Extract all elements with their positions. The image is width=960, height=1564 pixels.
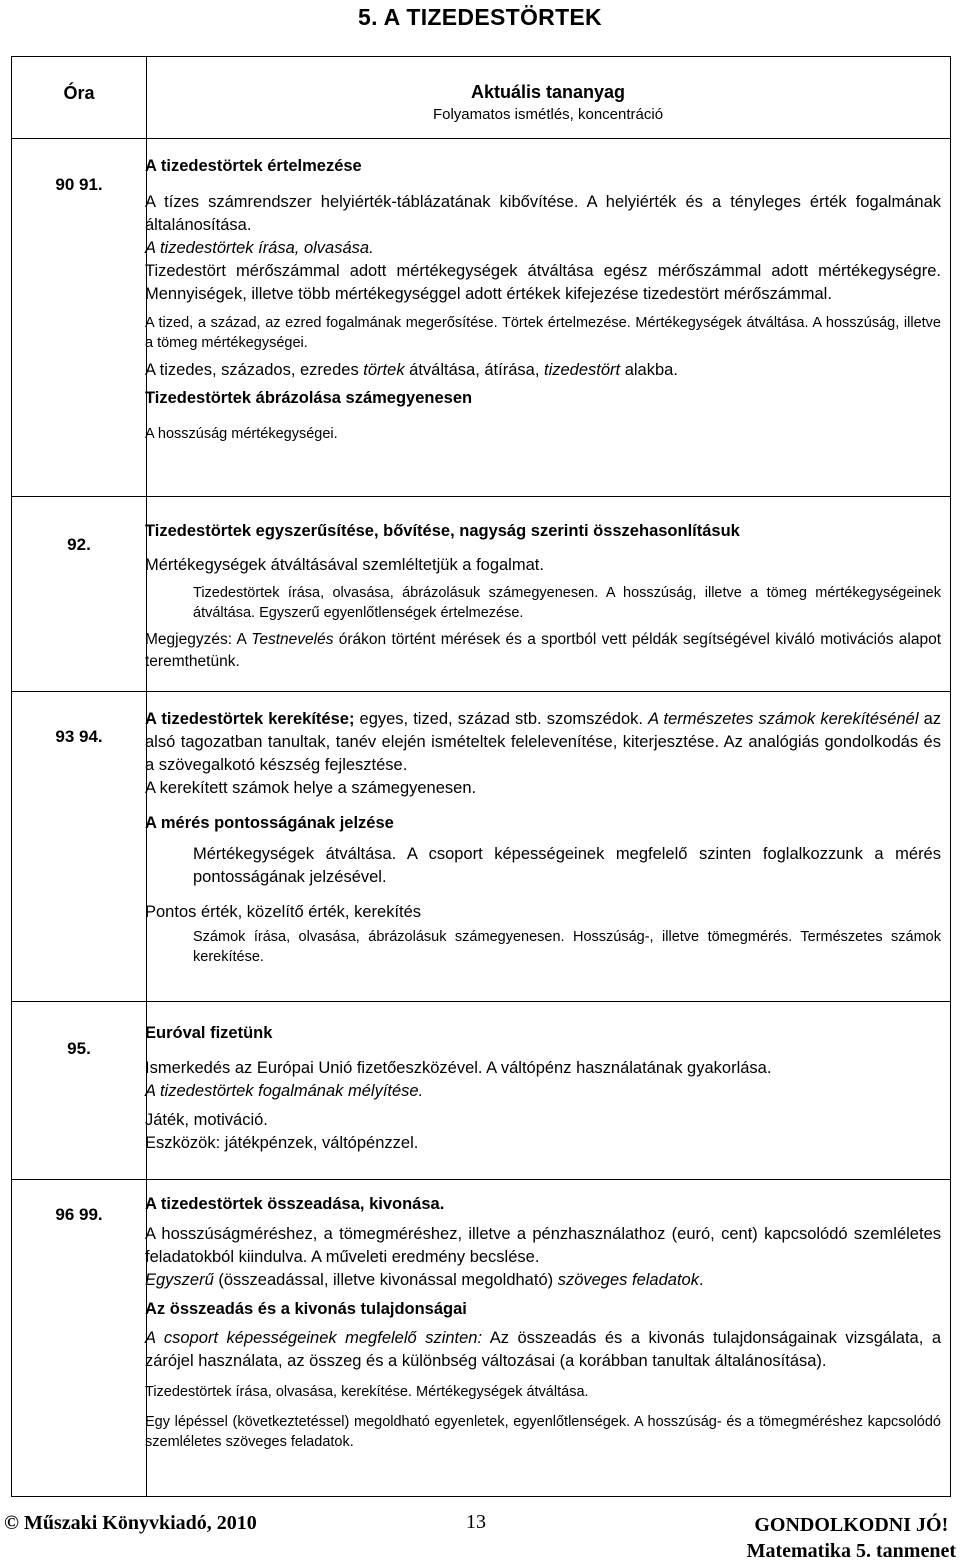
series-title: GONDOLKODNI JÓ! (754, 1514, 949, 1536)
text-span: tizedestört (543, 361, 621, 379)
page-number: 13 (466, 1511, 486, 1533)
note-paragraph: Számok írása, olvasása, ábrázolásuk számegyenesen. Hosszúság-, illetve tömegmérés. Természetes számok kerekítése. (193, 929, 941, 965)
hour-cell: 95. (67, 1039, 91, 1058)
note-paragraph: Egy lépéssel (következtetéssel) megoldható egyenletek, egyenlőtlenségek. A hosszúság- és a tömegméréshez kapcsolódó szemléletes szöveges feladatok. (145, 1414, 941, 1450)
section-heading: A tizedestörtek értelmezése (145, 157, 362, 175)
hour-cell: 96 99. (55, 1205, 103, 1224)
paragraph: Tizedestört mérőszámmal adott mértékegységek átváltása egész mérőszámmal adott mértékegységre. Mennyiségek, illetve több mértékegységgel adott értékek kifejezése tizedestört mérőszámmal. (145, 262, 941, 303)
paragraph (145, 1327, 941, 1373)
paragraph (145, 708, 941, 777)
paragraph: A hosszúságméréshez, a tömegméréshez, illetve a pénzhasználathoz (euró, cent) kapcsolódó szemléletes feladatokból kiindulva. A műveleti eredmény becslése. (145, 1225, 941, 1266)
text-span: A természetes számok kerekítésénél (648, 710, 919, 728)
text-span: az alsó tagozatban tanultak, tanév elején ismételtek felelevenítése, kiterjesztése. Az analógiás gondolkodás és a szövegalkotó készség fejlesztése. (145, 710, 942, 774)
header-topic-subtitle: Folyamatos ismétlés, koncentráció (432, 106, 664, 123)
row-divider (12, 496, 950, 497)
paragraph: Játék, motiváció. (145, 1111, 268, 1129)
section-heading: A tizedestörtek összeadása, kivonása. (145, 1195, 445, 1213)
text-span: Az összeadás és a kivonás tulajdonságainak vizsgálata, a zárójel használata, az összeg és a különbség változásai (a korábban tanultak általánosítása). (145, 1329, 941, 1370)
header-divider (12, 138, 950, 139)
topic-cell (145, 1022, 941, 1155)
text-span: alakba. (620, 361, 678, 379)
section-heading: Tizedestörtek egyszerűsítése, bővítése, nagyság szerinti összehasonlításuk (145, 522, 740, 540)
topic-cell (145, 155, 941, 444)
text-span: Egyszerű (145, 1271, 214, 1289)
topic-cell (145, 1193, 941, 1452)
series-footer (747, 1512, 956, 1564)
topic-cell (145, 520, 941, 673)
series-subtitle: Matematika 5. tanmenet (746, 1540, 956, 1562)
topic-cell (145, 708, 941, 967)
paragraph: A tizedestörtek írása, olvasása. (145, 239, 374, 257)
paragraph: A kerekített számok helye a számegyenesen. (145, 779, 477, 797)
header-hour: Óra (63, 83, 95, 103)
text-span: (összeadással, illetve kivonással megoldható) (213, 1271, 558, 1289)
header-topic: Aktuális tananyag (470, 82, 626, 102)
text-span: Testnevelés (251, 631, 334, 648)
row-divider (12, 1001, 950, 1002)
note-paragraph: Tizedestörtek írása, olvasása, kerekítése. Mértékegységek átváltása. (145, 1384, 589, 1400)
section-heading: Tizedestörtek ábrázolása számegyenesen (145, 389, 473, 407)
text-span: Megjegyzés: A (145, 631, 252, 648)
text-span: A tizedes, százados, ezredes (145, 361, 364, 379)
paragraph: Mértékegységek átváltásával szemléltetjük a fogalmat. (145, 556, 544, 574)
section-heading: Euróval fizetünk (145, 1024, 273, 1042)
note-paragraph: A hosszúság mértékegységei. (145, 426, 338, 442)
text-span: A csoport képességeinek megfelelő szinten: (145, 1329, 483, 1347)
text-span: A tizedestörtek kerekítése; (145, 710, 355, 728)
paragraph: Eszközök: játékpénzek, váltópénzzel. (145, 1134, 419, 1152)
section-heading: A mérés pontosságának jelzése (145, 814, 394, 832)
hour-cell: 92. (67, 535, 91, 554)
text-span: órákon történt mérések és a sportból vett példák segítségével kiváló motivációs alapot teremthetünk. (145, 631, 941, 670)
text-span: egyes, tized, század stb. szomszédok. (354, 710, 649, 728)
page-title: 5. A TIZEDESTÖRTEK (358, 4, 602, 30)
note-paragraph: A tized, a század, az ezred fogalmának megerősítése. Törtek értelmezése. Mértékegységek átváltása. A hosszúság, illetve a tömeg mértékegységei. (145, 315, 941, 351)
hour-cell: 90 91. (55, 175, 103, 194)
paragraph: A tizedestörtek fogalmának mélyítése. (145, 1082, 424, 1100)
paragraph: Mértékegységek átváltása. A csoport képességeinek megfelelő szinten foglalkozzunk a mérés pontosságának jelzésével. (193, 845, 941, 886)
paragraph: Pontos érték, közelítő érték, kerekítés (145, 903, 422, 921)
paragraph: A tízes számrendszer helyiérték-táblázatának kibővítése. A helyiérték és a tényleges érték fogalmának általánosítása. (145, 193, 941, 234)
section-heading: Az összeadás és a kivonás tulajdonságai (145, 1300, 467, 1318)
text-span: . (698, 1271, 704, 1289)
text-span: szöveges feladatok (557, 1271, 699, 1289)
note-paragraph (145, 629, 941, 673)
text-span: törtek (363, 361, 405, 379)
row-divider (12, 691, 950, 692)
paragraph (145, 1269, 941, 1292)
paragraph: Ismerkedés az Európai Unió fizetőeszközével. A váltópénz használatának gyakorlása. (145, 1059, 772, 1077)
hour-cell: 93 94. (55, 727, 103, 746)
note-paragraph: Tizedestörtek írása, olvasása, ábrázolásuk számegyenesen. A hosszúság, illetve a tömeg mértékegységeinek átváltása. Egyszerű egyenlőtlenségek értelmezése. (193, 585, 941, 621)
paragraph (145, 359, 941, 382)
row-divider (12, 1179, 950, 1180)
text-span: átváltása, átírása, (404, 361, 544, 379)
publisher-footer: © Műszaki Könyvkiadó, 2010 (4, 1512, 257, 1534)
